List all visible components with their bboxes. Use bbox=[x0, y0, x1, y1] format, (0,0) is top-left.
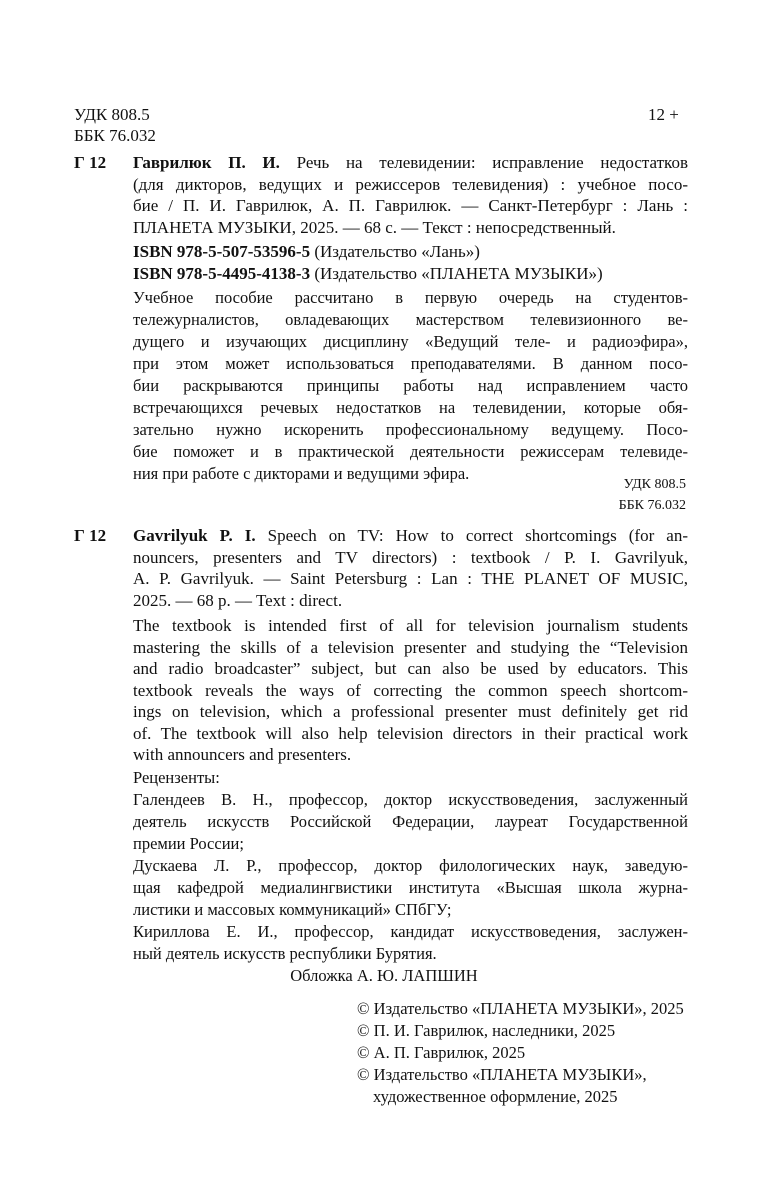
isbn-publisher: (Издательство «Лань») bbox=[310, 242, 480, 261]
reviewer-line: премии России; bbox=[133, 834, 244, 853]
udk-code: УДК 808.5 bbox=[74, 105, 150, 124]
isbn-publisher: (Издательство «ПЛАНЕТА МУЗЫКИ») bbox=[310, 263, 603, 283]
ru-author: Гаврилюк П. И. bbox=[133, 153, 280, 172]
bbk-code: ББК 76.032 bbox=[74, 126, 156, 145]
cover-credit: Обложка А. Ю. ЛАПШИН bbox=[290, 966, 478, 985]
en-abstract bbox=[133, 615, 688, 766]
ru-abstract-line: бие поможет и в практической деятельности режиссерам телевиде- bbox=[133, 442, 688, 461]
en-abstract-line: mastering the skills of a television presenter and studying the “Television bbox=[133, 637, 688, 657]
ru-abstract-line: при этом может использоваться преподавателями. В данном посо- bbox=[133, 354, 688, 373]
ru-abstract-line: бии раскрываются принципы работы над исправлением часто bbox=[133, 376, 688, 395]
ru-abstract-line: дущего и изучающих дисциплину «Ведущий теле- и радиоэфира», bbox=[133, 332, 688, 351]
en-record-line: 2025. — 68 p. — Text : direct. bbox=[133, 590, 343, 610]
ru-catalog-code: Г 12 bbox=[74, 153, 107, 172]
en-author: Gavrilyuk P. I. bbox=[133, 526, 256, 545]
en-abstract-line: and radio broadcaster” subject, but can also be used by educators. This bbox=[133, 659, 688, 678]
en-abstract-line: of. The textbook will also help television directors in their practical work bbox=[133, 723, 688, 743]
reviewer-line: ный деятель искусств республики Бурятия. bbox=[133, 944, 437, 963]
en-record-line: A. P. Gavrilyuk. — Saint Petersburg : Lan : THE PLANET OF MUSIC, bbox=[133, 569, 688, 588]
reviewers-list bbox=[133, 789, 688, 965]
reviewer-line: деятель искусств Российской Федерации, лауреат Государственной bbox=[133, 812, 688, 831]
copyright-line: © Издательство «ПЛАНЕТА МУЗЫКИ», bbox=[357, 1065, 647, 1084]
en-abstract-line: The textbook is intended first of all for television journalism students bbox=[133, 616, 688, 635]
en-abstract-line: ings on television, which a professional presenter must definitely get rid bbox=[133, 702, 688, 721]
copyright-line: художественное оформление, 2025 bbox=[373, 1087, 618, 1106]
age-rating: 12 + bbox=[648, 105, 679, 124]
en-title-line: Speech on TV: How to correct shortcomings (for an- bbox=[255, 526, 688, 545]
ru-abstract-line: ния при работе с дикторами и ведущими эфира. bbox=[133, 464, 470, 483]
copyright-line: © А. П. Гаврилюк, 2025 bbox=[357, 1043, 526, 1062]
reviewer-line: Галендеев В. Н., профессор, доктор искусствоведения, заслуженный bbox=[133, 790, 688, 809]
copyright-line: © Издательство «ПЛАНЕТА МУЗЫКИ», 2025 bbox=[357, 999, 684, 1018]
en-bibliographic-record bbox=[133, 525, 688, 611]
en-abstract-line: with announcers and presenters. bbox=[133, 745, 352, 764]
isbn-number: ISBN 978-5-507-53596-5 bbox=[133, 242, 311, 261]
isbn-number: ISBN 978-5-4495-4138-3 bbox=[133, 263, 311, 283]
ru-record-line: (для дикторов, ведущих и режиссеров телевидения) : учебное посо- bbox=[133, 174, 688, 194]
ru-abstract bbox=[133, 287, 688, 485]
en-abstract-line: textbook reveals the ways of correcting the common speech shortcom- bbox=[133, 680, 688, 700]
copyright-block bbox=[357, 998, 684, 1108]
ru-bibliographic-record bbox=[133, 152, 688, 238]
ru-title-line: Речь на телевидении: исправление недостатков bbox=[279, 153, 688, 172]
ru-abstract-line: встречающихся речевых недостатков на телевидении, которые обя- bbox=[133, 398, 688, 417]
ru-udk: УДК 808.5 bbox=[623, 477, 686, 492]
reviewer-line: Дускаева Л. Р., профессор, доктор филологических наук, заведую- bbox=[133, 856, 688, 875]
ru-record-line: бие / П. И. Гаврилюк, А. П. Гаврилюк. — Санкт-Петербург : Лань : bbox=[133, 196, 688, 215]
ru-abstract-line: тележурналистов, овладевающих мастерством телевизионного ве- bbox=[133, 310, 688, 329]
reviewers-heading: Рецензенты: bbox=[133, 768, 220, 787]
reviewer-line: Кириллова Е. И., профессор, кандидат искусствоведения, заслужен- bbox=[133, 922, 688, 941]
en-catalog-code: Г 12 bbox=[74, 526, 107, 545]
isbn-list bbox=[133, 241, 603, 284]
en-record-line: nouncers, presenters and TV directors) : textbook / P. I. Gavrilyuk, bbox=[133, 547, 688, 567]
reviewer-line: щая кафедрой медиалингвистики института «Высшая школа журна- bbox=[133, 878, 688, 897]
ru-record-line: ПЛАНЕТА МУЗЫКИ, 2025. — 68 с. — Текст : непосредственный. bbox=[133, 217, 616, 237]
copyright-line: © П. И. Гаврилюк, наследники, 2025 bbox=[357, 1021, 616, 1040]
ru-bbk: ББК 76.032 bbox=[618, 498, 686, 513]
reviewer-line: листики и массовых коммуникаций» СПбГУ; bbox=[133, 900, 452, 919]
ru-abstract-line: Учебное пособие рассчитано в первую очередь на студентов- bbox=[133, 288, 688, 307]
ru-abstract-line: зательно нужно искоренить профессиональному ведущему. Посо- bbox=[133, 420, 688, 439]
